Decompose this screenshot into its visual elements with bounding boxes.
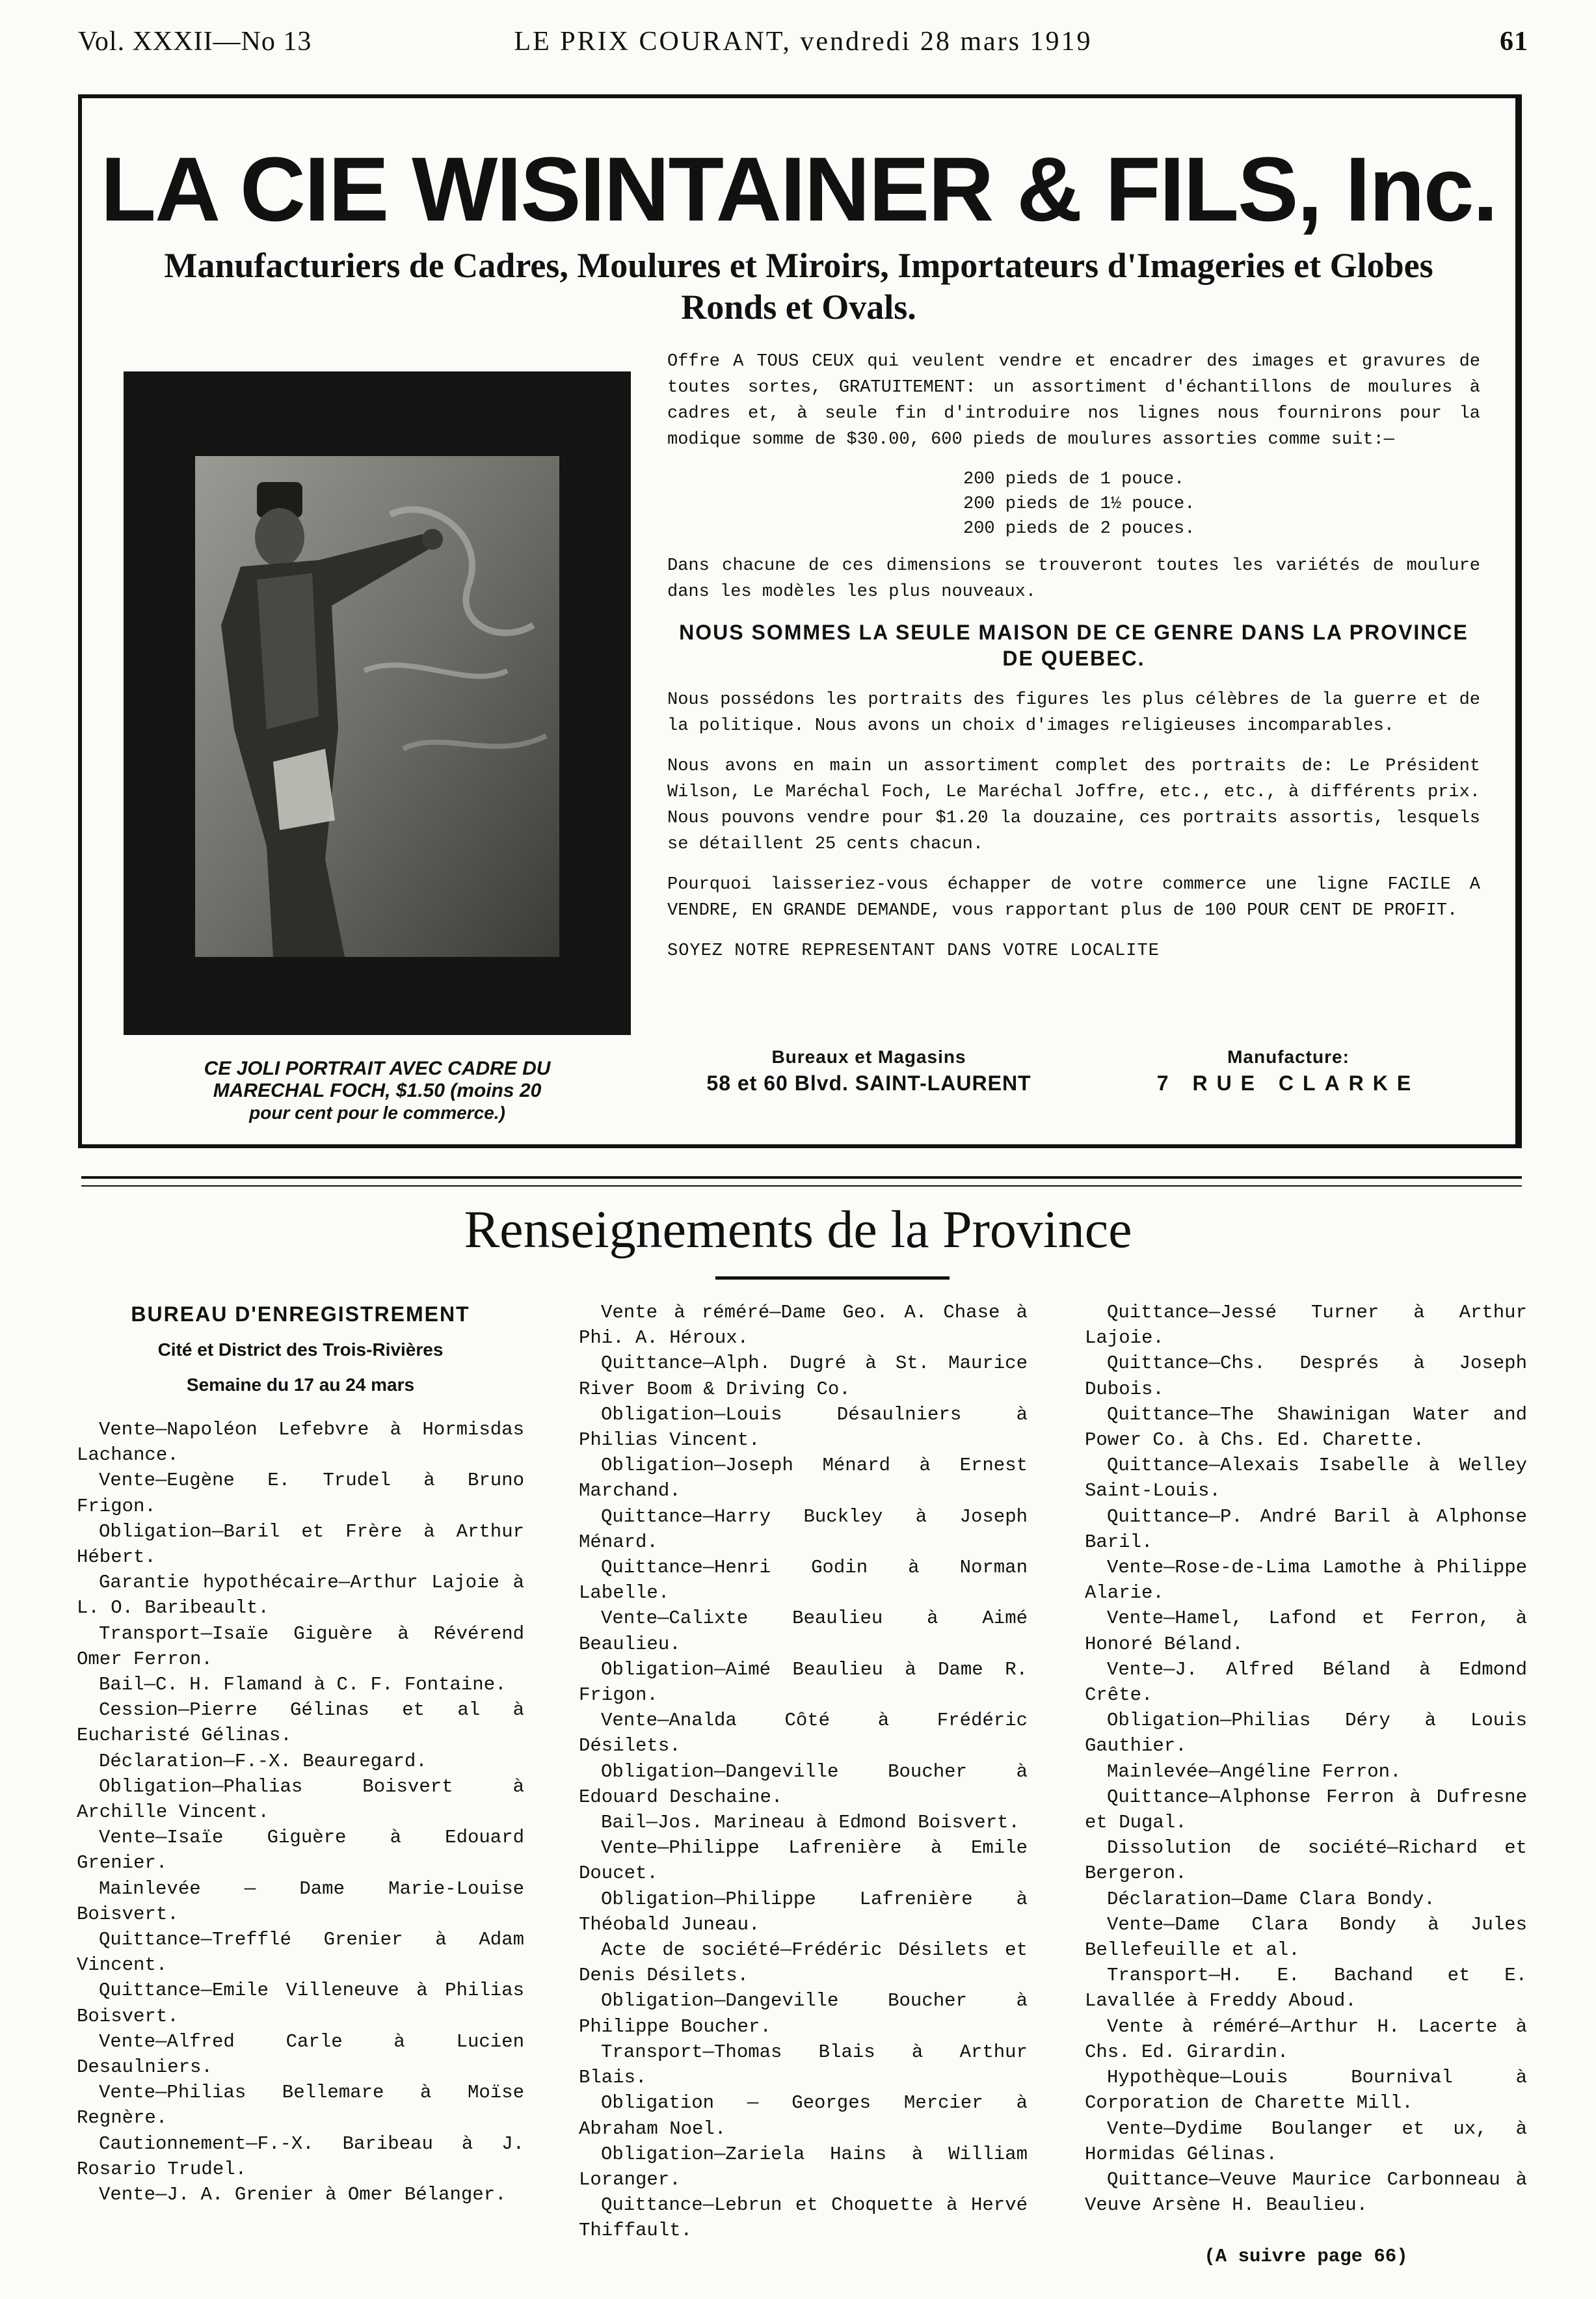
list-item: Obligation—Dangeville Boucher à Edouard Deschaine. [579,1760,1028,1808]
list-item: Obligation—Aimé Beaulieu à Dame R. Frigon. [579,1658,1028,1706]
title-underline [715,1276,950,1280]
column-3 [1085,1300,1527,2270]
portraits-paragraph: Nous possédons les portraits des figures les plus célèbres de la guerre et de la politique. Nous avons un choix d'images religieuses incomparables. [667,690,1480,736]
list-item: Vente à réméré—Dame Geo. A. Chase à Phi. A. Héroux. [579,1302,1028,1349]
list-item: Vente—Dame Clara Bondy à Jules Bellefeuille et al. [1085,1913,1527,1961]
list-item: Quittance—Chs. Després à Joseph Dubois. [1085,1352,1527,1400]
list-item: Bail—Jos. Marineau à Edmond Boisvert. [601,1812,1020,1834]
list-item: Obligation—Phalias Boisvert à Archille Vincent. [77,1775,524,1823]
page-number: 61 [1500,27,1528,57]
portrait-caption [124,1058,631,1124]
list-item: Obligation — Georges Mercier à Abraham Noel. [579,2092,1028,2140]
list-item: Garantie hypothécaire—Arthur Lajoie à L. O. Baribeault. [77,1572,524,1619]
list-item: Quittance—The Shawinigan Water and Power Co. à Chs. Ed. Charette. [1085,1403,1527,1451]
list-item: Vente—Philippe Lafrenière à Emile Doucet. [579,1837,1028,1885]
list-item: Obligation—Philias Déry à Louis Gauthier. [1085,1710,1527,1757]
list-item: Quittance—Lebrun et Choquette à Hervé Thiffault. [579,2194,1028,2242]
list-item: Vente—Analda Côté à Frédéric Désilets. [579,1710,1028,1757]
list-item: Obligation—Louis Désaulniers à Philias Vincent. [579,1403,1028,1451]
list-item: Déclaration—Dame Clara Bondy. [1107,1888,1435,1910]
list-item: Acte de société—Frédéric Désilets et Denis Désilets. [579,1939,1028,1987]
list-item: Obligation—Philippe Lafrenière à Théobald Juneau. [579,1888,1028,1935]
list-item: Vente—Rose-de-Lima Lamothe à Philippe Alarie. [1085,1557,1527,1604]
list-item: Vente—Calixte Beaulieu à Aimé Beaulieu. [579,1607,1028,1655]
section-divider [81,1185,1522,1187]
list-item: Vente—Alfred Carle à Lucien Desaulniers. [77,2030,524,2078]
list-item: Transport—Isaïe Giguère à Révérend Omer Ferron. [77,1622,524,1670]
caption-line: CE JOLI PORTRAIT AVEC CADRE DU [204,1058,551,1079]
list-item: Déclaration—F.-X. Beauregard. [99,1750,427,1772]
list-item: Obligation—Dangeville Boucher à Philippe Boucher. [579,1990,1028,2037]
list-item: Vente—Isaïe Giguère à Edouard Grenier. [77,1827,524,1874]
addresses [667,1045,1480,1116]
list-item: Obligation—Joseph Ménard à Ernest Marchand. [579,1455,1028,1502]
continued-note: (A suivre page 66) [1204,2246,1408,2268]
ad-body-text [667,349,1480,978]
list-item: Quittance—Alphonse Ferron à Dufresne et Dugal. [1085,1786,1527,1834]
representative-line: SOYEZ NOTRE REPRESENTANT DANS VOTRE LOCALITE [667,941,1160,961]
volume-number: Vol. XXXII—No 13 [78,27,312,57]
list-item: Quittance—Trefflé Grenier à Adam Vincent. [77,1929,524,1976]
list-item: Transport—H. E. Bachand et E. Lavallée à Freddy Aboud. [1085,1965,1527,2012]
list-item: Mainlevée—Angéline Ferron. [1107,1760,1402,1782]
factory-address: 7 RUE CLARKE [1156,1071,1420,1095]
list-item: Obligation—Zariela Hains à William Loranger. [579,2143,1028,2190]
offices-label: Bureaux et Magasins [771,1047,966,1067]
column-1 [77,1300,524,2207]
list-item: Vente—Dydime Boulanger et ux, à Hormidas Gélinas. [1085,2118,1527,2165]
portrait-image [195,456,559,957]
advertisement-box [78,94,1522,1148]
list-item: Quittance—Jessé Turner à Arthur Lajoie. [1085,1302,1527,1349]
list-item: Cession—Pierre Gélinas et al à Eucharisté Gélinas. [77,1699,524,1747]
factory-label: Manufacture: [1227,1047,1350,1067]
journal-date: LE PRIX COURANT, vendredi 28 mars 1919 [514,27,1093,57]
list-item: Vente—J. Alfred Béland à Edmond Crête. [1085,1658,1527,1706]
list-item: Transport—Thomas Blais à Arthur Blais. [579,2041,1028,2089]
list-item: Vente—Philias Bellemare à Moïse Regnère. [77,2082,524,2129]
list-item: Quittance—P. André Baril à Alphonse Baril. [1085,1505,1527,1553]
bureau-heading: BUREAU D'ENREGISTREMENT [131,1302,470,1326]
list-item: Obligation—Baril et Frère à Arthur Hébert. [77,1520,524,1568]
pitch-paragraph: Pourquoi laisseriez-vous échapper de votre commerce une ligne FACILE A VENDRE, EN GRANDE DEMANDE, vous rapportant plus de 100 POUR CENT DE PROFIT. [667,875,1480,921]
offices-address: 58 et 60 Blvd. SAINT-LAURENT [706,1071,1031,1095]
assortment-paragraph: Nous avons en main un assortiment complet des portraits de: Le Président Wilson, Le Maréchal Foch, Le Maréchal Joffre, etc., etc., à différents prix. Nous pouvons vendre pour $1.20 la douzaine, ces portraits assortis, lesquels se détaillent 25 cents chacun. [667,757,1480,854]
ad-subtitle: Manufacturiers de Cadres, Moulures et Miroirs, Importateurs d'Imageries et Globes Ronds et Ovals. [164,246,1433,327]
list-item: Quittance—Veuve Maurice Carbonneau à Veuve Arsène H. Beaulieu. [1085,2168,1527,2216]
portrait-frame-image [124,371,631,1035]
size-item: 200 pieds de 1½ pouce. [963,494,1195,514]
list-item: Hypothèque—Louis Bournival à Corporation de Charette Mill. [1085,2067,1527,2114]
list-item: Vente—Eugène E. Trudel à Bruno Frigon. [77,1470,524,1517]
list-item: Quittance—Harry Buckley à Joseph Ménard. [579,1505,1028,1553]
list-item: Vente—Napoléon Lefebvre à Hormisdas Lachance. [77,1419,524,1466]
list-item: Dissolution de société—Richard et Bergeron. [1085,1837,1527,1885]
list-item: Mainlevée — Dame Marie-Louise Boisvert. [77,1877,524,1925]
caption-line: pour cent pour le commerce.) [249,1103,505,1123]
list-item: Vente—J. A. Grenier à Omer Bélanger. [99,2184,507,2206]
running-head [78,20,1528,65]
list-item: Bail—C. H. Flamand à C. F. Fontaine. [99,1674,507,1696]
list-item: Quittance—Emile Villeneuve à Philias Boisvert. [77,1980,524,2027]
size-item: 200 pieds de 2 pouces. [963,519,1195,539]
list-item: Vente—Hamel, Lafond et Ferron, à Honoré Béland. [1085,1607,1527,1655]
list-item: Quittance—Alexais Isabelle à Welley Saint-Louis. [1085,1455,1527,1502]
district-heading: Cité et District des Trois-Rivières [157,1339,444,1360]
offer-paragraph: Offre A TOUS CEUX qui veulent vendre et encadrer des images et gravures de toutes sortes, GRATUITEMENT: un assortiment d'échantillons de moulures à cadres et, à seule fin d'introduire nos lignes nous fournirons pour la modique somme de $30.00, 600 pieds de moulures assorties comme suit:— [667,352,1480,450]
offices-block [667,1045,1071,1097]
size-item: 200 pieds de 1 pouce. [963,470,1185,489]
section-divider [81,1176,1522,1179]
size-list [667,467,1480,541]
list-item: Quittance—Alph. Dugré à St. Maurice River Boom & Driving Co. [579,1352,1028,1400]
section-title: Renseignements de la Province [464,1200,1132,1259]
ad-title: LA CIE WISINTAINER & FILS, Inc. [100,138,1497,240]
varieties-paragraph: Dans chacune de ces dimensions se trouveront toutes les variétés de moulure dans les modèles les plus nouveaux. [667,556,1480,602]
list-item: Quittance—Henri Godin à Norman Labelle. [579,1557,1028,1604]
foch-portrait-illustration [195,456,559,957]
list-item: Cautionnement—F.-X. Baribeau à J. Rosario Trudel. [77,2132,524,2180]
caption-line: MARECHAL FOCH, $1.50 (moins 20 [213,1080,542,1101]
list-item: Vente à réméré—Arthur H. Lacerte à Chs. Ed. Girardin. [1085,2015,1527,2063]
factory-block [1097,1045,1480,1097]
column-2 [579,1300,1028,2244]
week-heading: Semaine du 17 au 24 mars [186,1375,415,1395]
unique-house-statement: NOUS SOMMES LA SEULE MAISON DE CE GENRE DANS LA PROVINCE DE QUEBEC. [679,621,1469,670]
